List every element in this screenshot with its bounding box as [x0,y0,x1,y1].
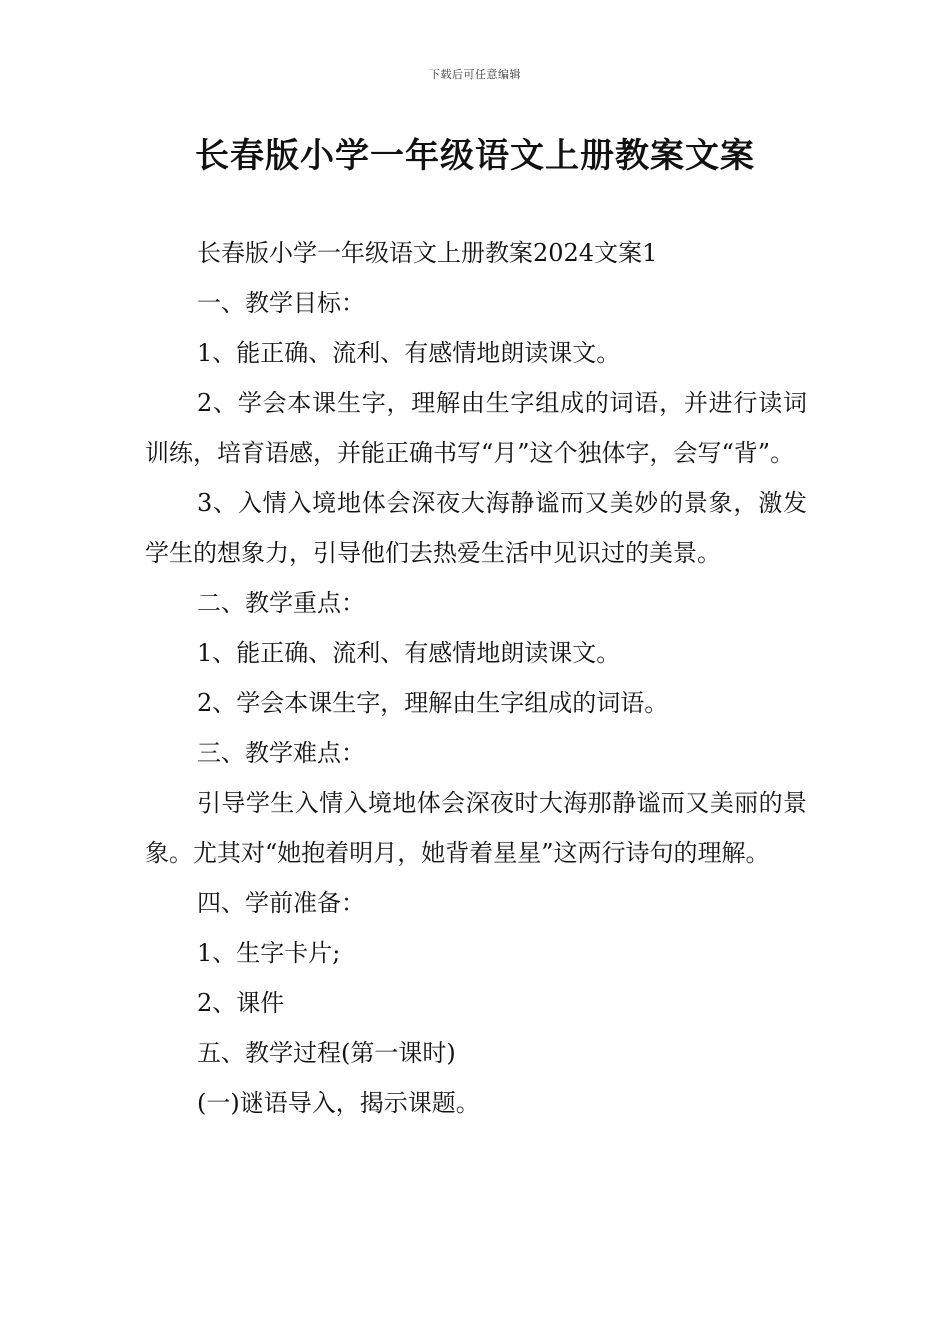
section-heading-preparation: 四、学前准备： [197,889,365,917]
paragraph: 引导学生入情入境地体会深夜时大海那静谧而又美丽的景象。尤其对“她抱着明月，她背着星星”这两行诗句的理解。 [145,789,807,867]
section-heading-process: 五、教学过程(第一课时) [197,1039,456,1067]
section-heading-objectives: 一、教学目标： [197,289,365,317]
list-item: 2、课件 [197,989,285,1017]
list-item: 1、能正确、流利、有感情地朗读课文。 [197,639,621,667]
list-item: 1、生字卡片; [197,939,341,967]
list-item: 2、学会本课生字，理解由生字组成的词语。 [197,689,669,717]
list-item: 2、学会本课生字，理解由生字组成的词语，并进行读词训练，培育语感，并能正确书写“月”这个独体字，会写“背”。 [145,389,807,467]
subsection-heading: (一)谜语导入，揭示课题。 [197,1089,480,1117]
header-note: 下载后可任意编辑 [429,68,521,81]
document-title: 长春版小学一年级语文上册教案文案 [195,136,755,176]
section-heading-key-points: 二、教学重点： [197,589,365,617]
paragraph-subtitle: 长春版小学一年级语文上册教案2024文案1 [197,239,658,267]
section-heading-difficulties: 三、教学难点： [197,739,365,767]
document-body [145,228,807,1128]
list-item: 1、能正确、流利、有感情地朗读课文。 [197,339,621,367]
list-item: 3、入情入境地体会深夜大海静谧而又美妙的景象，激发学生的想象力，引导他们去热爱生活中见识过的美景。 [145,489,807,567]
